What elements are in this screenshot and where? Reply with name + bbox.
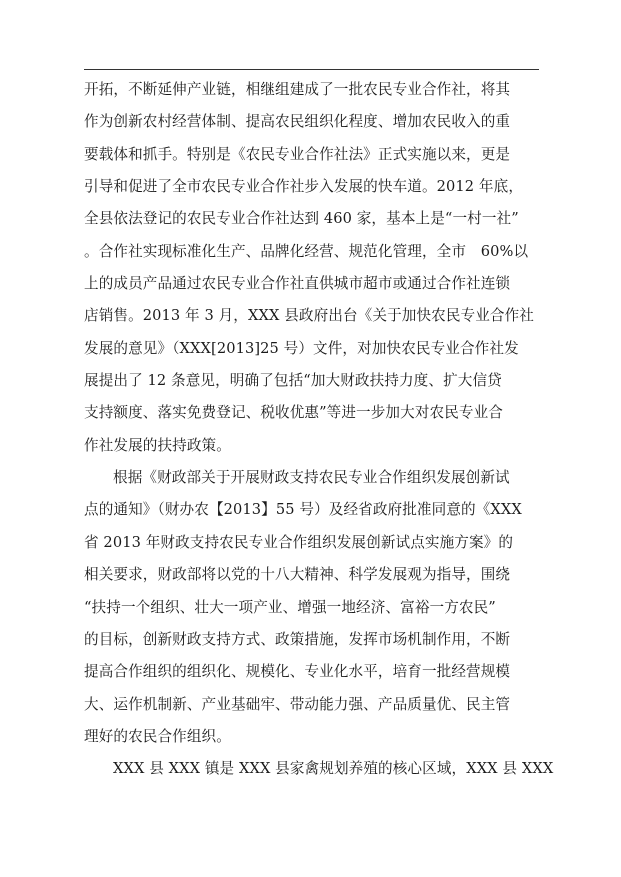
text-line: 作社发展的扶持政策。 bbox=[84, 436, 231, 454]
paragraph-1 bbox=[84, 74, 544, 462]
text-line: 提高合作组织的组织化、规模化、专业化水平，培育一批经营规模 bbox=[84, 663, 511, 681]
text-line: 。合作社实现标准化生产、品牌化经营、规范化管理，全市 60%以 bbox=[84, 242, 529, 260]
text-line: 引导和促进了全市农民专业合作社步入发展的快车道。2012 年底， bbox=[84, 178, 524, 196]
text-line: 店销售。2013 年 3 月，XXX 县政府出台《关于加快农民专业合作社 bbox=[84, 307, 535, 325]
text-line: 开拓，不断延伸产业链，相继组建成了一批农民专业合作社，将其 bbox=[84, 81, 511, 98]
text-line: 根据《财政部关于开展财政支持农民专业合作组织发展创新试 bbox=[113, 469, 510, 487]
text-line: 支持额度、落实免费登记、税收优惠”等进一步加大对农民专业合 bbox=[84, 404, 503, 422]
paragraph-2 bbox=[84, 462, 544, 753]
text-line: 展提出了 12 条意见，明确了包括“加大财政扶持力度、扩大信贷 bbox=[84, 372, 502, 390]
paragraph-3 bbox=[84, 753, 554, 785]
header-rule bbox=[84, 69, 539, 70]
text-line: 大、运作机制新、产业基础牢、带动能力强、产品质量优、民主管 bbox=[84, 695, 511, 713]
text-line: 相关要求，财政部将以党的十八大精神、科学发展观为指导，围绕 bbox=[84, 566, 511, 584]
text-line: 的目标，创新财政支持方式、政策措施，发挥市场机制作用，不断 bbox=[84, 630, 511, 648]
text-line: 点的通知》（财办农【2013】55 号）及经省政府批准同意的《XXX bbox=[84, 501, 522, 519]
text-line: 全县依法登记的农民专业合作社达到 460 家，基本上是“一村一社” bbox=[84, 210, 519, 228]
text-line: 上的成员产品通过农民专业合作社直供城市超市或通过合作社连锁 bbox=[84, 275, 511, 293]
text-line: 发展的意见》（XXX[2013]25 号）文件，对加快农民专业合作社发 bbox=[84, 339, 519, 357]
body-text bbox=[84, 74, 554, 786]
text-line: 作为创新农村经营体制、提高农民组织化程度、增加农民收入的重 bbox=[84, 113, 511, 131]
text-line: XXX 县 XXX 镇是 XXX 县家禽规划养殖的核心区域，XXX 县 XXX bbox=[113, 760, 554, 778]
text-line: 省 2013 年财政支持农民专业合作组织发展创新试点实施方案》的 bbox=[84, 533, 514, 551]
text-line: 要载体和抓手。特别是《农民专业合作社法》正式实施以来，更是 bbox=[84, 145, 511, 163]
text-line: “扶持一个组织、壮大一项产业、增强一地经济、富裕一方农民” bbox=[84, 598, 496, 616]
text-line: 理好的农民合作组织。 bbox=[84, 727, 231, 745]
